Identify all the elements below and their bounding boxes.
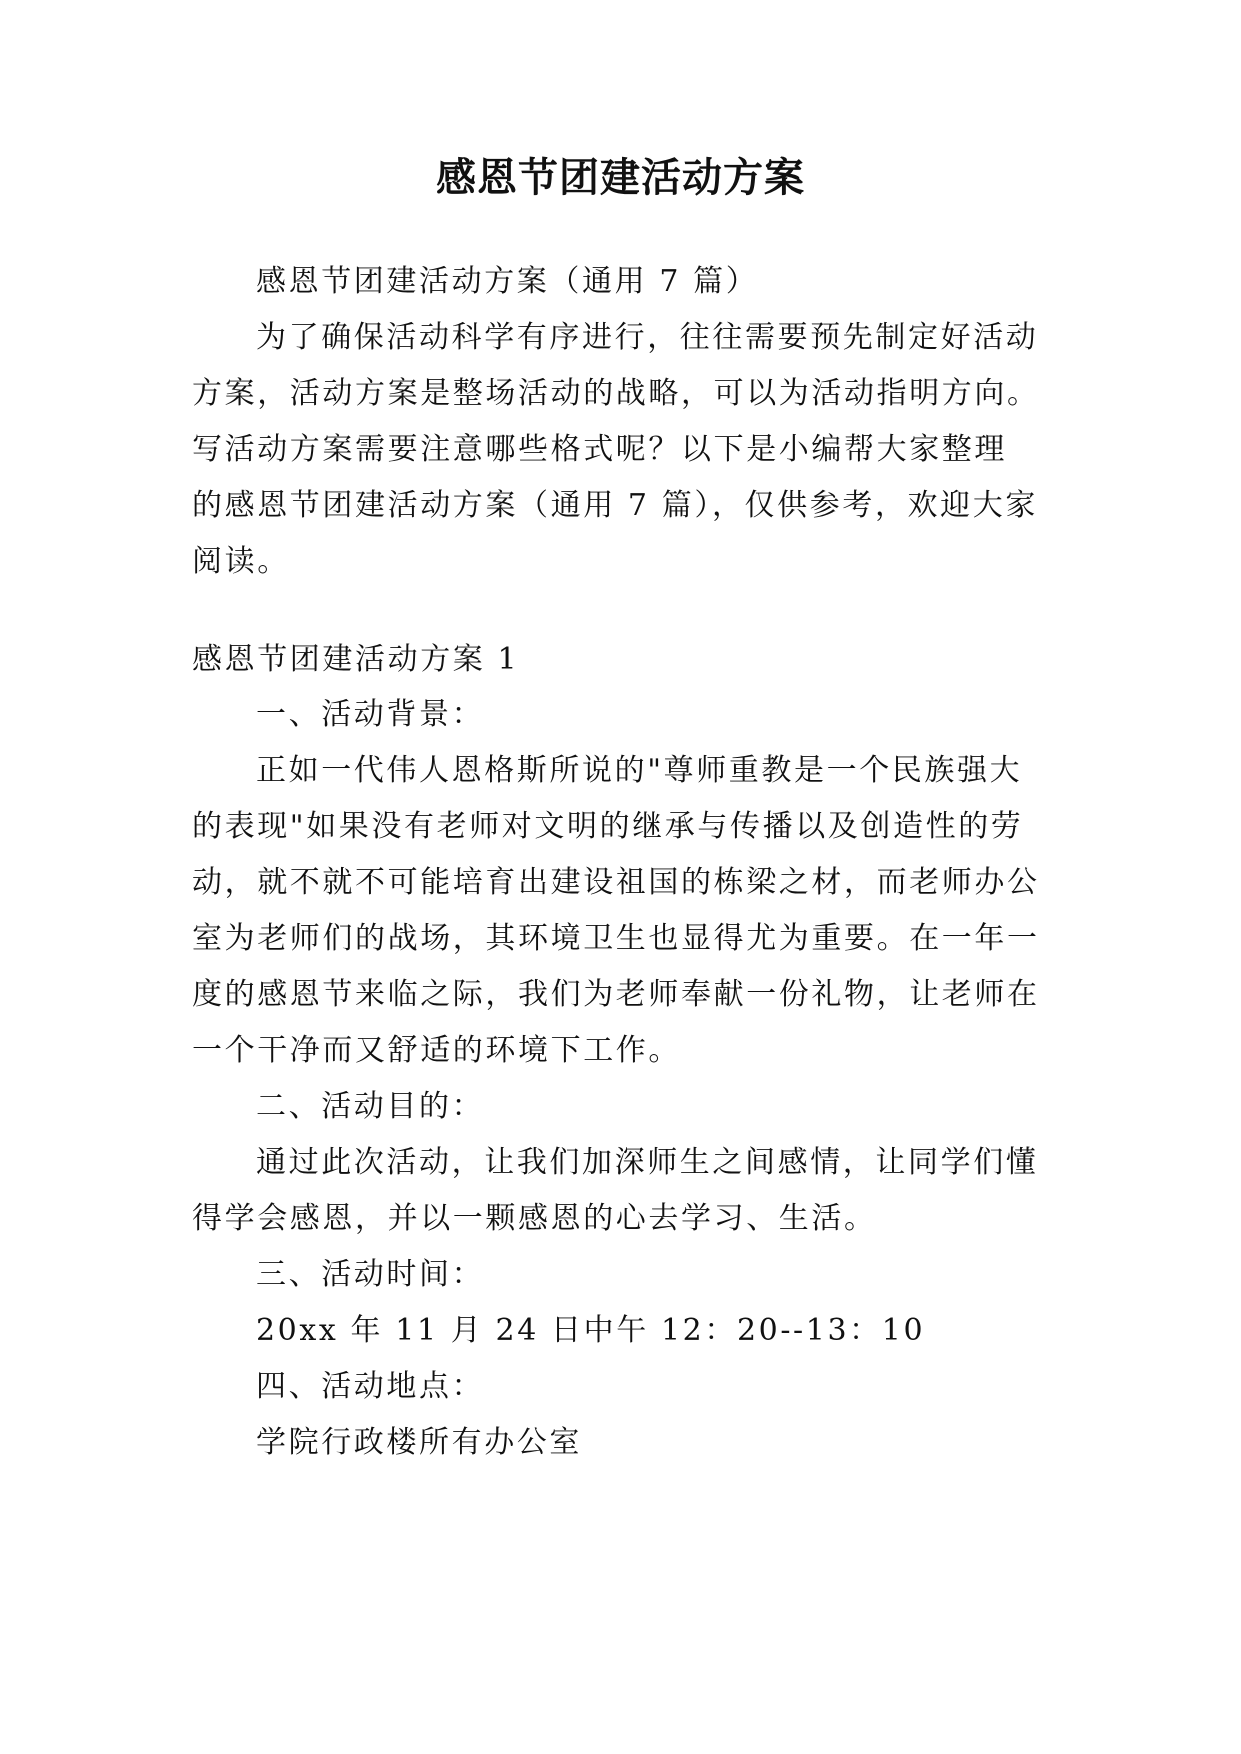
time-value: 20xx 年 11 月 24 日中午 12：20--13：10 [256,1313,926,1348]
background-line: 度的感恩节来临之际，我们为老师奉献一份礼物，让老师在 [192,977,1040,1012]
background-line: 正如一代伟人恩格斯所说的"尊师重教是一个民族强大 [256,753,1023,788]
intro-line: 阅读。 [192,544,290,579]
background-line: 室为老师们的战场，其环境卫生也显得尤为重要。在一年一 [192,921,1040,956]
intro-line: 写活动方案需要注意哪些格式呢？以下是小编帮大家整理 [192,432,1007,467]
time-heading: 三、活动时间： [256,1257,485,1292]
intro-line: 的感恩节团建活动方案（通用 7 篇），仅供参考，欢迎大家 [192,488,1038,523]
purpose-heading: 二、活动目的： [256,1089,485,1124]
document-subtitle: 感恩节团建活动方案（通用 7 篇） [256,264,759,299]
section-heading: 感恩节团建活动方案 1 [192,642,520,677]
purpose-line: 得学会感恩，并以一颗感恩的心去学习、生活。 [192,1201,877,1236]
background-line: 动，就不就不可能培育出建设祖国的栋梁之材，而老师办公 [192,865,1040,900]
place-heading: 四、活动地点： [256,1369,485,1404]
background-line: 一个干净而又舒适的环境下工作。 [192,1033,681,1068]
intro-line: 为了确保活动科学有序进行，往往需要预先制定好活动 [256,320,1039,355]
background-line: 的表现"如果没有老师对文明的继承与传播以及创造性的劳 [192,809,1024,844]
background-heading: 一、活动背景： [256,697,485,732]
intro-line: 方案，活动方案是整场活动的战略，可以为活动指明方向。 [192,376,1040,411]
place-value: 学院行政楼所有办公室 [256,1425,582,1460]
document-title: 感恩节团建活动方案 [436,155,805,201]
purpose-line: 通过此次活动，让我们加深师生之间感情，让同学们懂 [256,1145,1039,1180]
